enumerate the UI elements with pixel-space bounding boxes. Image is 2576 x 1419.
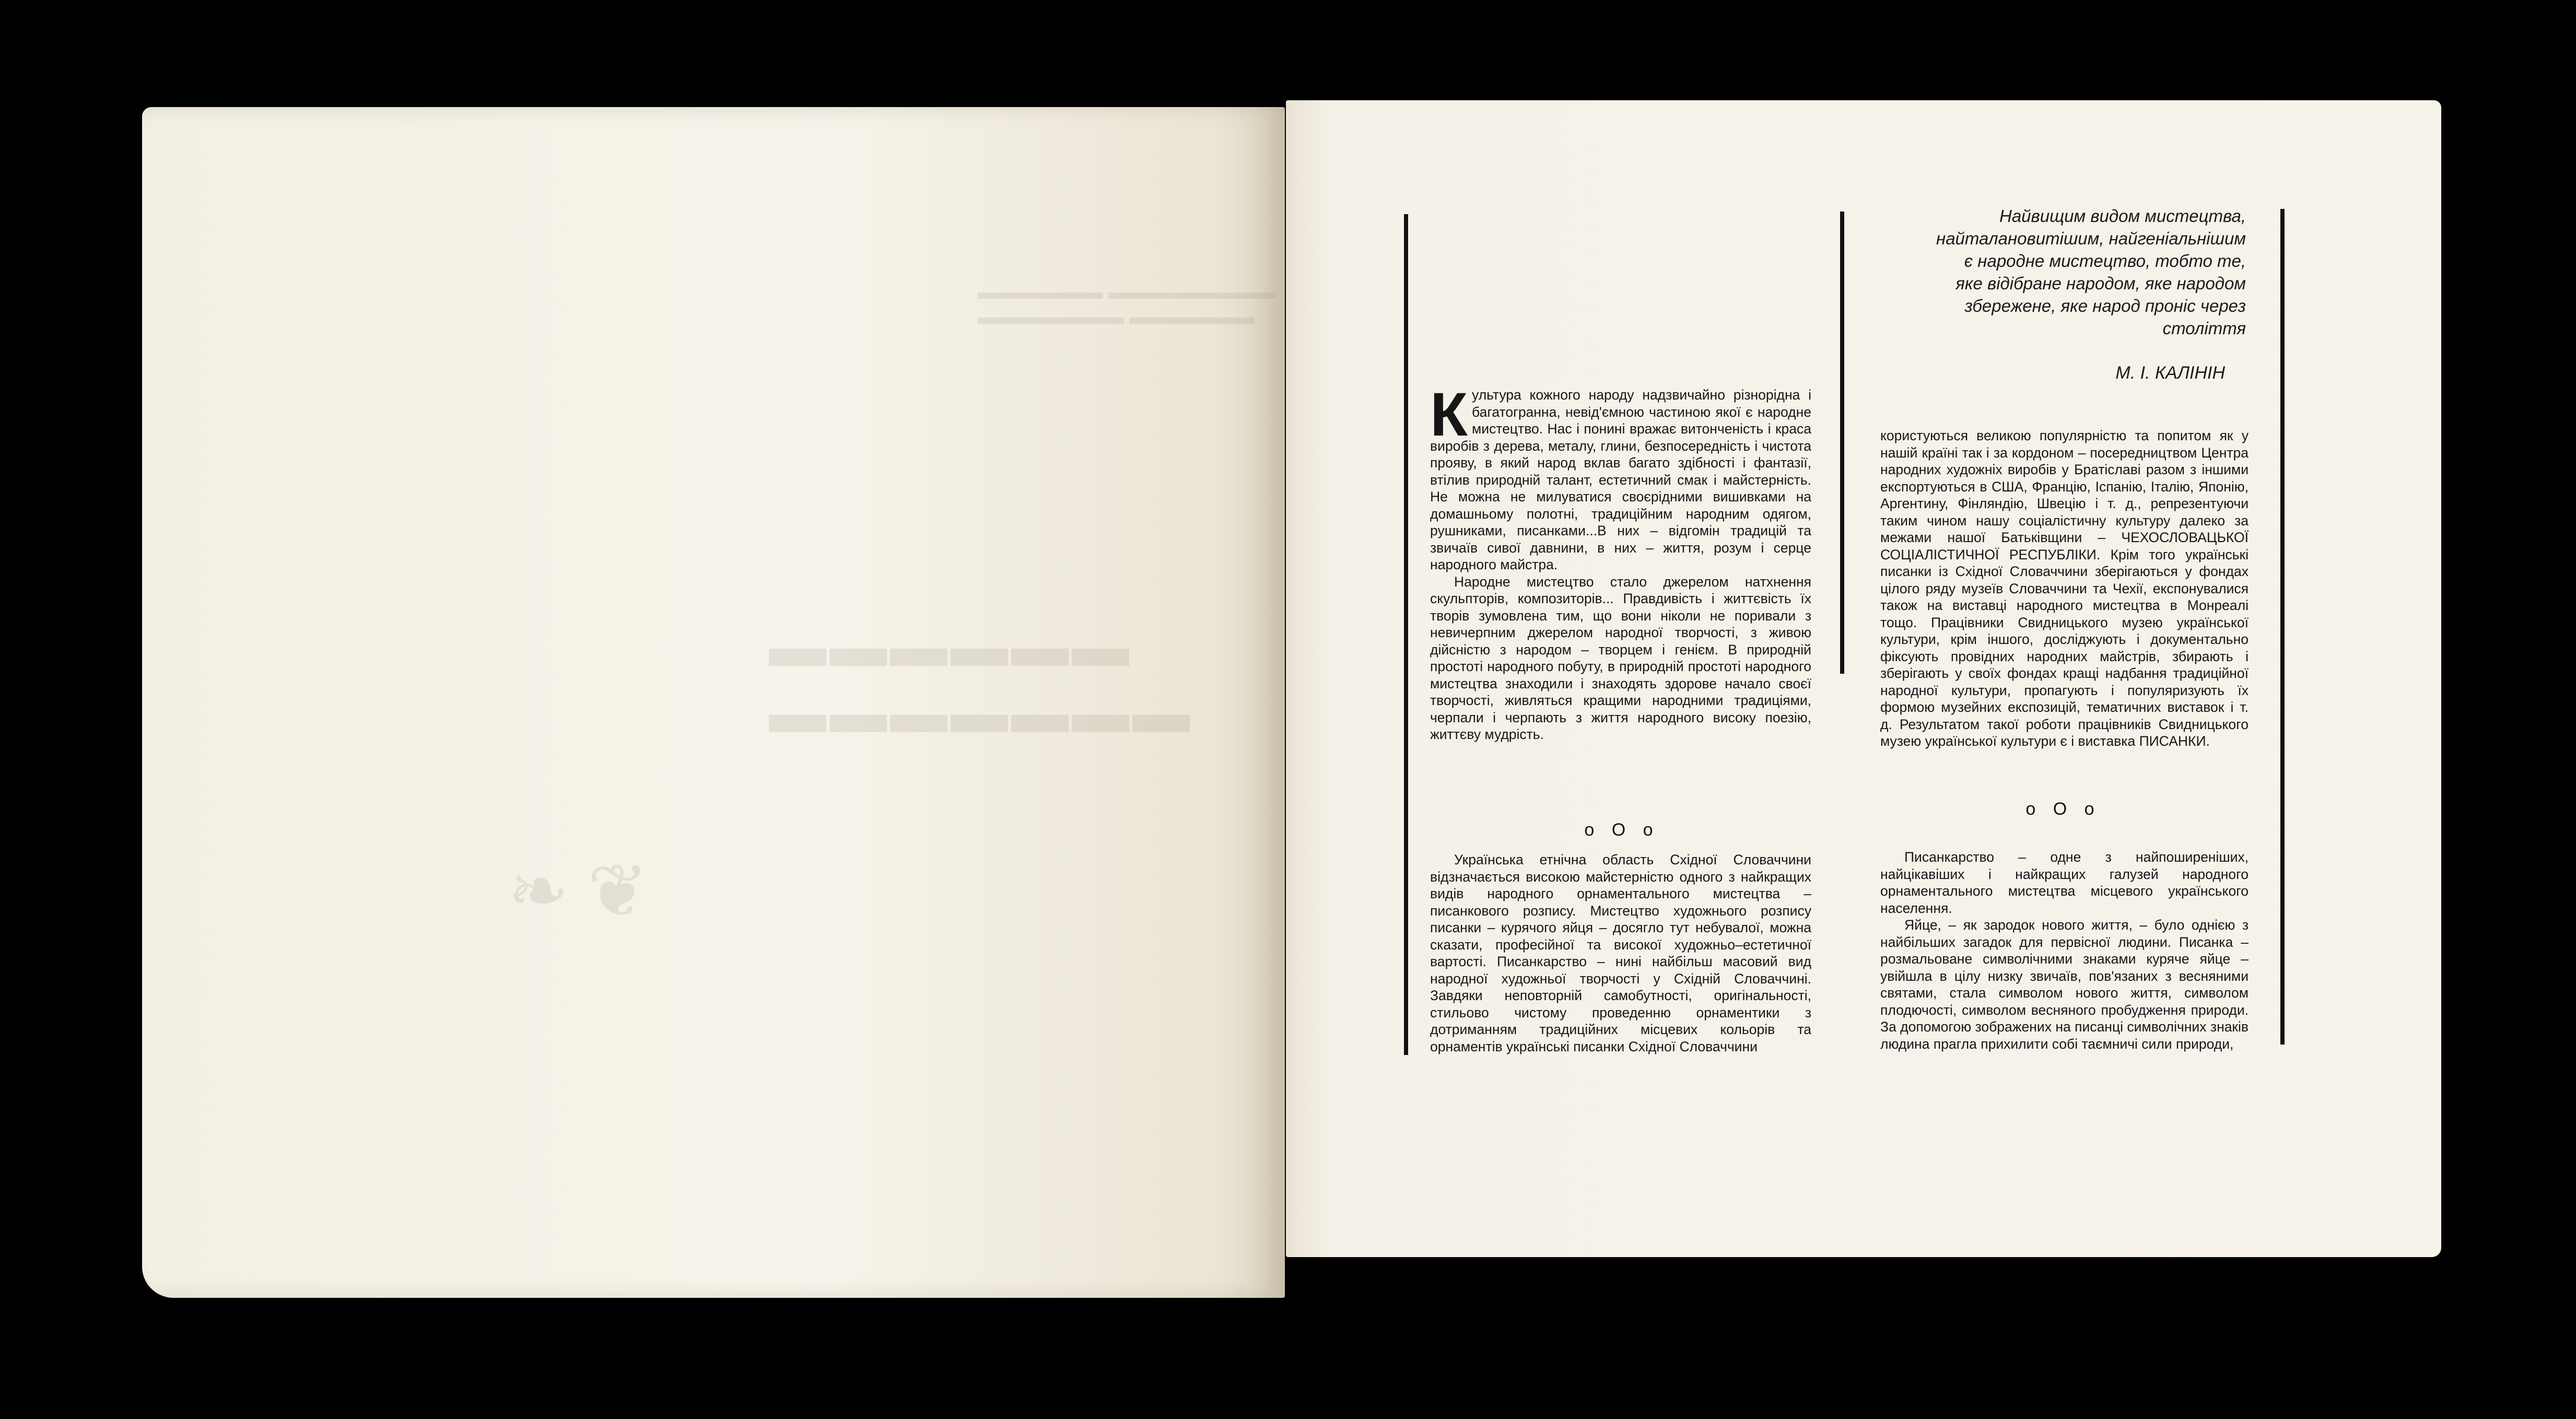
epigraph-author: М. І. КАЛІНІН [2115, 363, 2225, 383]
right-column-bottom [1880, 849, 2249, 1052]
paragraph: Писанкарство – одне з найпоширеніших, найцікавіших і найкращих галузей народного орнаментального мистецтва місцевого українського населення. [1880, 849, 2249, 916]
show-through-illustration: ❧ ❦ [508, 851, 649, 932]
epigraph [1859, 205, 2246, 339]
epigraph-line: яке відібране народом, яке народом [1956, 274, 2246, 293]
section-separator: o O o [2025, 799, 2101, 819]
show-through-title: ▬▬▬▬▬▬ ▬▬▬▬▬▬▬ [769, 615, 1193, 745]
show-through-text: ▬▬▬▬▬▬ ▬▬▬▬▬▬▬▬ ▬▬▬▬▬▬▬ ▬▬▬▬▬▬ [978, 280, 1275, 329]
epigraph-line: є народне мистецтво, тобто те, [1964, 251, 2246, 271]
paragraph: Яйце, – як зародок нового життя, – було однією з найбільших загадок для первісної людини. Писанка – розмальоване символічними знаками куряче яйце – увійшла в цілу низку звичаїв, пов'язаних з весняними святами, стала символом нового життя, символом плодючості, символом весняного пробудження природи. За допомогою зображених на писанці символічних знаків людина прагла прихилити собі таємничі сили природи, [1880, 917, 2249, 1052]
right-column-top [1880, 427, 2249, 750]
paragraph: Народне мистецтво стало джерелом натхнення скульпторів, композиторів... Правдивість і життєвість їх творів зумовлена тим, що вони ніколи не поривали з невичерпним джерелом народної творчості, з живою дійсністю з народом – творцем і генієм. В природній простоті народного побуту, в природній простоті народного мистецтва знаходили і знаходять здорове начало своєї творчості, живляться кращими народними традиціями, черпали і черпають з життя народного високу поезію, життєву мудрість. [1430, 573, 1811, 742]
section-separator: o O o [1584, 820, 1659, 840]
left-column-top [1430, 380, 1811, 743]
paragraph: користуються великою популярністю та попитом як у нашій країні так і за кордоном – посередництвом Центра народних художніх виробів у Братіславі разом з іншими експортуються в США, Францію, Іспанію, Італію, Японію, Аргентину, Фінляндію, Швецію і т. д., репрезентуючи таким чином нашу соціалістичну культуру далеко за межами нашої Батьківщини – ЧЕХОСЛОВАЦЬКОЇ СОЦІАЛІСТИЧНОЇ РЕСПУБЛІКИ. Крім того українські писанки із Східної Словаччини зберігаються у фондах цілого ряду музеїв Словаччини та Чехії, експонувалися також на виставці народного мистецтва в Монреалі тощо. Працівники Свидницького музею української культури, крім іншого, досліджують і документально фіксують провідних народних майстрів, збирають і зберігають у своїх фондах кращі надбання традиційної народної культури, пропагують і популяризують їх формою музейних експозицій, тематичних виставок і т. д. Результатом такої роботи працівників Свидницького музею української культури є і виставка ПИСАНКИ. [1880, 428, 2249, 749]
paragraph: Культура кожного народу надзвичайно різнорідна і багатогранна, невід'ємною частиною якої є народне мистецтво. Нас і понині вражає витонченість і краса виробів з дерева, металу, глини, безпосередність і чистота прояву, в який народ вклав багато здібності і фантазії, втілив природній талант, естетичний смак і майстерність. Не можна не милуватися своєрідними вишивками на домашньому полотні, традиційним народним одягом, рушниками, писанками...В них – відгомін традицій та звичаїв сивої давнини, в них – життя, розум і серце народного майстра. [1430, 380, 1811, 572]
epigraph-line: найталановитішим, найгеніальнішим [1936, 229, 2246, 248]
left-column-bottom [1430, 851, 1811, 1055]
epigraph-line: збережене, яке народ проніс через [1964, 296, 2246, 315]
epigraph-left-rule [1840, 212, 1844, 674]
left-column-rule [1404, 214, 1408, 1055]
drop-cap: К [1430, 380, 1468, 449]
epigraph-line: Найвищим видом мистецтва, [1999, 206, 2246, 226]
paragraph: Українська етнічна область Східної Словаччини відзначається високою майстерністю одного з найкращих видів народного орнаментального мистецтва – писанкового розпису. Мистецтво художнього розпису писанки – курячого яйця – досягло тут небувалої, можна сказати, професійної та високої художньо–естетичної вартості. Писанкарство – нині найбільш масовий вид народної художньої творчості у Східній Словаччині. Завдяки неповторній самобутності, оригінальності, стильово чистому проведенню орнаментики з дотриманням традиційних місцевих кольорів та орнаментів українські писанки Східної Словаччини [1430, 852, 1811, 1054]
right-column-rule [2280, 209, 2285, 1045]
left-page [142, 107, 1285, 1298]
epigraph-line: століття [2162, 319, 2246, 338]
